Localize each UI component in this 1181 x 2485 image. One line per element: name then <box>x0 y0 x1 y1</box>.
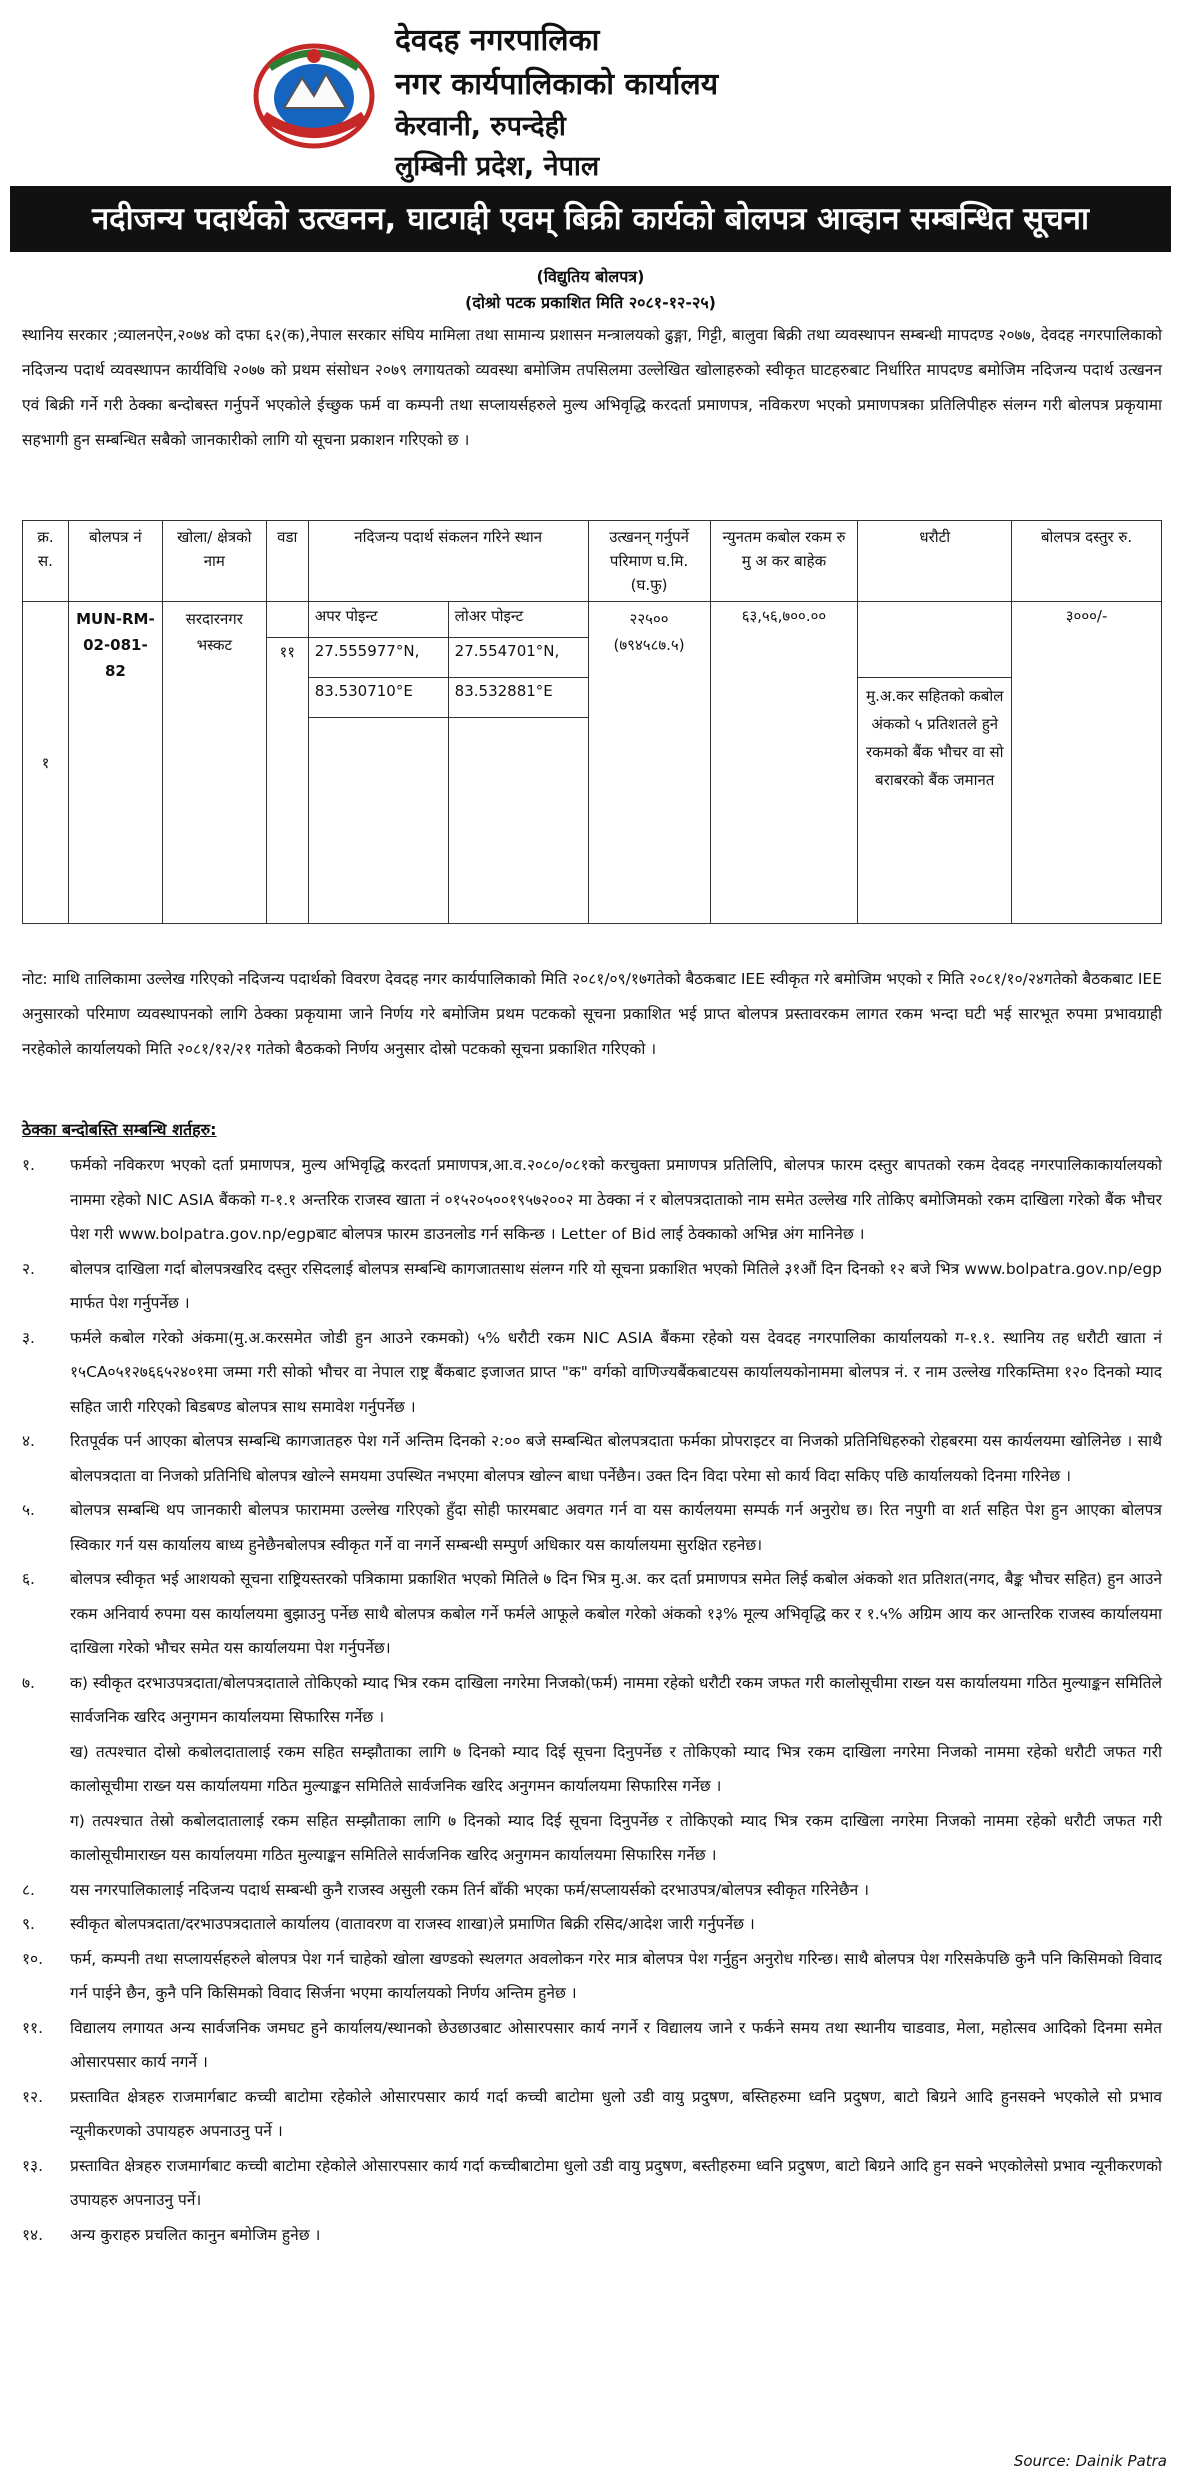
condition-item <box>22 2080 1162 2149</box>
condition-number: ४. <box>22 1432 35 1450</box>
office-address: केरवानी, रुपन्देही <box>395 111 566 142</box>
condition-text: बोलपत्र सम्बन्धि थप जानकारी बोलपत्र फाराममा उल्लेख गरिएको हुँदा सोही फारमबाट अवगत गर्न वा यस कार्यलयमा सम्पर्क गर्न अनुरोध छ। रित नपुगी वा शर्त सहित पेश हुन आएका बोलपत्र स्विकार गर्न यस कार्यालय बाध्य हुनेछैनबोलपत्र स्वीकृत गर्ने वा नगर्ने सम्बन्धी सम्पुर्ण अधिकार यस कार्यालयमा सुरक्षित रहनेछ। <box>70 1501 1162 1554</box>
condition-number: २. <box>22 1259 35 1278</box>
office-name: नगर कार्यपालिकाको कार्यालय <box>395 67 719 102</box>
condition-text-b: ख) तत्पश्चात दोस्रो कबोलदातालाई रकम सहित सम्झौताका लागि ७ दिनको म्याद दिई सूचना दिनुपर्नेछ र तोकिएको म्याद भित्र रकम दाखिला नगरेमा निजको नाममा रहेको धरौटी जफत गरी कालोसूचीमा राख्न यस कार्यालयमा गठित मुल्याङ्कन समितिले सार्वजनिक खरिद अनुगमन कार्यालयमा सिफारिस गर्नेछ । <box>70 1742 1162 1795</box>
condition-number: १२. <box>22 2087 44 2106</box>
col-sn: क्र. स. <box>23 521 69 602</box>
province-name: लुम्बिनी प्रदेश, नेपाल <box>395 151 600 182</box>
letterhead <box>0 0 1181 180</box>
condition-item <box>22 2218 1162 2253</box>
condition-item <box>22 2149 1162 2218</box>
condition-text: प्रस्तावित क्षेत्रहरु राजमार्गबाट कच्ची बाटोमा रहेकोले ओसारपसार कार्य गर्दा कच्चीबाटोमा धुलो उडी वायु प्रदुषण, बस्तीहरुमा ध्वनि प्रदुषण, बाटो बिग्रने आदि हुन सक्ने भएकोलेसो प्रभाव न्यूनीकरणको उपायहरु अपनाउनु पर्ने। <box>70 2156 1162 2209</box>
notice-subtitle: (विद्युतिय बोलपत्र) <box>536 267 645 286</box>
condition-item <box>22 1666 1162 1735</box>
cell-upper-lon: 83.530710°E <box>308 678 448 718</box>
condition-number: ६. <box>22 1570 35 1588</box>
condition-number: ११. <box>22 2018 44 2037</box>
condition-text-a: क) स्वीकृत दरभाउपत्रदाता/बोलपत्रदाताले तोकिएको म्याद भित्र रकम दाखिला नगरेमा निजको(फर्म) नाममा रहेको धरौटी रकम जफत गरी कालोसूचीमा राख्न यस कार्यालयमा गठित मुल्याङ्कन समितिले सार्वजनिक खरिद अनुगमन कार्यालयमा सिफारिस गर्नेछ । <box>70 1673 1162 1726</box>
publication-date: (दोश्रो पटक प्रकाशित मिति २०८१-१२-२५) <box>465 293 716 312</box>
col-fee: बोलपत्र दस्तुर रु. <box>1012 521 1162 602</box>
condition-item <box>22 1321 1162 1425</box>
conditions-title: ठेक्का बन्दोबस्ति सम्बन्धि शर्तहरु: <box>22 1120 217 1139</box>
condition-text-c: ग) तत्पश्चात तेस्रो कबोलदातालाई रकम सहित सम्झौताका लागि ७ दिनको म्याद दिई सूचना दिनुपर्नेछ र तोकिएको म्याद भित्र रकम दाखिला नगरेमा निजको नाममा रहेको धरौटी जफत गरी कालोसूचीमाराख्न यस कार्यालयमा गठित मुल्याङ्कन समितिले सार्वजनिक खरिद अनुगमन कार्यालयमा सिफारिस गर्नेछ । <box>70 1811 1162 1864</box>
condition-number: १३. <box>22 2156 44 2175</box>
cell-ward: ११ <box>266 638 308 924</box>
cell-river: सरदारनगर भस्कट <box>162 602 266 924</box>
condition-text: फर्म, कम्पनी तथा सप्लायर्सहरुले बोलपत्र पेश गर्न चाहेको खोला खण्डको स्थलगत अवलोकन गरेर मात्र बोलपत्र पेश गर्नुहुन अनुरोध गरिन्छ। साथै बोलपत्र पेश गरिसकेपछि कुनै पनि किसिमको विवाद गर्न पाईने छैन, कुनै पनि किसिमको विवाद सिर्जना भएमा कार्यालयको निर्णय अन्तिम हुनेछ । <box>70 1949 1162 2002</box>
condition-item <box>22 1252 1162 1321</box>
condition-text: फर्मले कबोल गरेको अंकमा(मु.अ.करसमेत जोडी हुन आउने रकमको) ५% धरौटी रकम NIC ASIA बैंकमा रहेको यस देवदह नगरपालिका कार्यालयको ग-१.१. स्थानिय तह धरौटी खाता नं १५CA०५१२७६६५२४०१मा जम्मा गरी सोको भौचर वा नेपाल राष्ट्र बैंकबाट इजाजत प्राप्त "क" वर्गको वाणिज्यबैंकबाटयस कार्यालयकोनाममा बोलपत्र नं. र नाम उल्लेख गरिकम्तिमा १२० दिनको म्याद सहित जारी गरिएको बिडबण्ड बोलपत्र साथ समावेश गर्नुपर्नेछ । <box>70 1328 1162 1416</box>
col-location: नदिजन्य पदार्थ संकलन गरिने स्थान <box>308 521 588 602</box>
condition-sub-c <box>22 1804 1162 1873</box>
table-header-row <box>23 521 1162 602</box>
cell-deposit: मु.अ.कर सहितको कबोल अंकको ५ प्रतिशतले हुने रकमको बैंक भौचर वा सो बराबरको बैंक जमानत <box>858 678 1012 924</box>
col-ward: वडा <box>266 521 308 602</box>
col-deposit: धरौटी <box>858 521 1012 602</box>
condition-sub-b <box>22 1735 1162 1804</box>
condition-text: फर्मको नविकरण भएको दर्ता प्रमाणपत्र, मुल्य अभिवृद्धि करदर्ता प्रमाणपत्र,आ.व.२०८०/०८१को करचुक्ता प्रमाणपत्र प्रतिलिपि, बोलपत्र फारम दस्तुर बापतको रकम देवदह नगरपालिकाकार्यालयको नाममा रहेको NIC ASIA बैंकको ग-१.१ अन्तरिक राजस्व खाता नं ०१५२०५००१९५७२००२ मा ठेक्का नं र बोलपत्रदाताको नाम समेत उल्लेख गरि तोकिए बमोजिमको रकम दाखिला गरेको बैंक भौचर पेश गरी www.bolpatra.gov.np/egpबाट बोलपत्र फारम डाउनलोड गर्न सकिन्छ । Letter of Bid लाई ठेक्काको अभिन्न अंग मानिनेछ । <box>70 1156 1162 1243</box>
condition-item <box>22 1562 1162 1666</box>
condition-number: १४. <box>22 2225 44 2244</box>
cell-quantity: २२५०० (७९४५८७.५) <box>588 602 710 924</box>
notice-title: नदीजन्य पदार्थको उत्खनन, घाटगद्दी एवम् बिक्री कार्यको बोलपत्र आव्हान सम्बन्धित सूचना <box>10 186 1171 252</box>
cell-sn: १ <box>23 602 69 924</box>
condition-number: ७. <box>22 1673 35 1692</box>
condition-text: अन्य कुराहरु प्रचलित कानुन बमोजिम हुनेछ । <box>70 2225 321 2244</box>
cell-lower-label: लोअर पोइन्ट <box>448 602 588 638</box>
condition-item <box>22 1907 1162 1942</box>
col-river: खोला/ क्षेत्रको नाम <box>162 521 266 602</box>
condition-text: रितपूर्वक पर्न आएका बोलपत्र सम्बन्धि कागजातहरु पेश गर्ने अन्तिम दिनको २:०० बजे सम्बन्धित बोलपत्रदाता फर्मका प्रोपराइटर वा निजको प्रतिनिधिहरुको रोहबरमा यस कार्यलयमा खोलिनेछ । साथै बोलपत्रदाता वा निजको प्रतिनिधि बोलपत्र खोल्ने समयमा उपस्थित नभएमा बोलपत्र खोल्न बाधा पर्नेछैन। उक्त दिन विदा परेमा सो कार्य विदा सकिए पछि कार्यालयको दिनमा गरिनेछ । <box>70 1432 1162 1485</box>
table-row <box>23 602 1162 638</box>
condition-item <box>22 2011 1162 2080</box>
nepal-emblem-icon <box>250 38 378 150</box>
col-tender-no: बोलपत्र नं <box>68 521 162 602</box>
condition-item <box>22 1424 1162 1493</box>
condition-text: स्वीकृत बोलपत्रदाता/दरभाउपत्रदाताले कार्यालय (वातावरण वा राजस्व शाखा)ले प्रमाणित बिक्री रसिद/आदेश जारी गर्नुपर्नेछ । <box>70 1915 755 1933</box>
municipality-name: देवदह नगरपालिका <box>395 23 600 58</box>
condition-text: बोलपत्र दाखिला गर्दा बोलपत्रखरिद दस्तुर रसिदलाई बोलपत्र सम्बन्धि कागजातसाथ संलग्न गरि यो सूचना प्रकाशित भएको मितिले ३१औं दिन दिनको १२ बजे भित्र www.bolpatra.gov.np/egp मार्फत पेश गर्नुपर्नेछ । <box>70 1259 1162 1312</box>
cell-fee: ३०००/- <box>1012 602 1162 924</box>
cell-ward-top <box>266 602 308 638</box>
cell-min-bid: ६३,५६,७००.०० <box>710 602 858 924</box>
condition-text: बोलपत्र स्वीकृत भई आशयको सूचना राष्ट्रियस्तरको पत्रिकामा प्रकाशित भएको मितिले ७ दिन भित्र मु.अ. कर दर्ता प्रमाणपत्र समेत लिई कबोल अंकको शत प्रतिशत(नगद, बैङ्क भौचर सहित) हुन आउने रकम अनिवार्य रुपमा यस कार्यालयमा बुझाउनु पर्नेछ साथै बोलपत्र कबोल गर्ने फर्मले आफूले कबोल गरेको अंकको १३% मूल्य अभिवृद्धि कर र १.५% अग्रिम आय कर आन्तरिक राजस्व कार्यालयमा दाखिला गरेको भौचर समेत यस कार्यालयमा पेश गर्नुपर्नेछ। <box>70 1570 1162 1657</box>
cell-empty-2 <box>448 718 588 924</box>
cell-deposit-top <box>858 602 1012 678</box>
condition-text: प्रस्तावित क्षेत्रहरु राजमार्गबाट कच्ची बाटोमा रहेकोले ओसारपसार कार्य गर्दा कच्ची बाटोमा धुलो उडी वायु प्रदुषण, बस्तिहरुमा ध्वनि प्रदुषण, बाटो बिग्रने आदि हुनसक्ने भएकोले सो प्रभाव न्यूनीकरणको उपायहरु अपनाउनु पर्ने । <box>70 2087 1162 2140</box>
condition-item <box>22 1493 1162 1562</box>
condition-item <box>22 1148 1162 1252</box>
note-paragraph: नोट: माथि तालिकामा उल्लेख गरिएको नदिजन्य पदार्थको विवरण देवदह नगर कार्यपालिकाको मिति २०८१/०९/१७गतेको बैठकबाट IEE स्वीकृत गरे बमोजिम भएको र मिति २०८१/१०/२४गतेको बैठकबाट IEE अनुसारको परिमाण व्यवस्थापनको लागि ठेक्का प्रकृयामा जाने निर्णय गरे बमोजिम प्रथम पटकको सूचना प्रकाशित भई प्राप्त बोलपत्र प्रस्तावरकम लागत रकम भन्दा घटी भई सारभूत रुपमा प्रभावग्राही नरहेकोले कार्यालयको मिति २०८१/१२/२१ गतेको बैठकको निर्णय अनुसार दोस्रो पटकको सूचना प्रकाशित गरिएको । <box>22 970 1162 1058</box>
cell-lower-lon: 83.532881°E <box>448 678 588 718</box>
col-min-bid: न्युनतम कबोल रकम रु मु अ कर बाहेक <box>710 521 858 602</box>
condition-text: विद्यालय लगायत अन्य सार्वजनिक जमघट हुने कार्यालय/स्थानको छेउछाउबाट ओसारपसार कार्य नगर्ने र विद्यालय जाने र फर्कने समय तथा स्थानीय चाडवाड, मेला, महोत्सव आदिको दिनमा समेत ओसारपसार कार्य नगर्ने । <box>70 2018 1162 2071</box>
cell-tender-no: MUN-RM-02-081-82 <box>68 602 162 924</box>
condition-item <box>22 1942 1162 2011</box>
source-credit: Source: Dainik Patra <box>1013 2452 1167 2470</box>
condition-number: ९. <box>22 1915 35 1933</box>
condition-text: यस नगरपालिकालाई नदिजन्य पदार्थ सम्बन्धी कुनै राजस्व असुली रकम तिर्न बाँकी भएका फर्म/सप्लायर्सको दरभाउपत्र/बोलपत्र स्वीकृत गरिनेछैन । <box>70 1880 870 1899</box>
intro-paragraph: स्थानिय सरकार ;व्यालनऐन,२०७४ को दफा ६२(क),नेपाल सरकार संघिय मामिला तथा सामान्य प्रशासन मन्त्रालयको ढुङ्गा, गिट्टी, बालुवा बिक्री तथा व्यवस्थापन सम्बन्धी मापदण्ड २०७७, देवदह नगरपालिकाको नदिजन्य पदार्थ व्यवस्थापन कार्यविधि २०७७ को प्रथम संसोधन २०७९ लगायतको व्यवस्था बमोजिम तपसिलमा उल्लेखित खोलाहरुको स्वीकृत घाटहरुबाट निर्धारित मापदण्ड बमोजिम नदिजन्य पदार्थ उत्खनन एवं बिक्री गर्ने गरी ठेक्का बन्दोबस्त गर्नुपर्ने भएकोले ईच्छुक फर्म वा कम्पनी तथा सप्लायर्सहरुले मुल्य अभिवृद्धि करदर्ता प्रमाणपत्र, नविकरण भएको प्रमाणपत्रका प्रतिलिपीहरु संलग्न गरी बोलपत्र प्रकृयामा सहभागी हुन सम्बन्धित सबैको जानकारीको लागि यो सूचना प्रकाशन गरिएको छ । <box>22 326 1162 449</box>
condition-number: ५. <box>22 1501 35 1519</box>
tender-table <box>22 520 1162 924</box>
condition-number: १०. <box>22 1949 44 1968</box>
condition-number: ३. <box>22 1328 35 1347</box>
cell-upper-label: अपर पोइन्ट <box>308 602 448 638</box>
cell-empty-1 <box>308 718 448 924</box>
cell-lower-lat: 27.554701°N, <box>448 638 588 678</box>
cell-upper-lat: 27.555977°N, <box>308 638 448 678</box>
col-quantity: उत्खनन् गर्नुपर्ने परिमाण घ.मि.(घ.फु) <box>588 521 710 602</box>
condition-number: १. <box>22 1156 35 1174</box>
condition-item <box>22 1873 1162 1908</box>
conditions-list <box>22 1148 1162 2252</box>
condition-number: ८. <box>22 1880 35 1899</box>
